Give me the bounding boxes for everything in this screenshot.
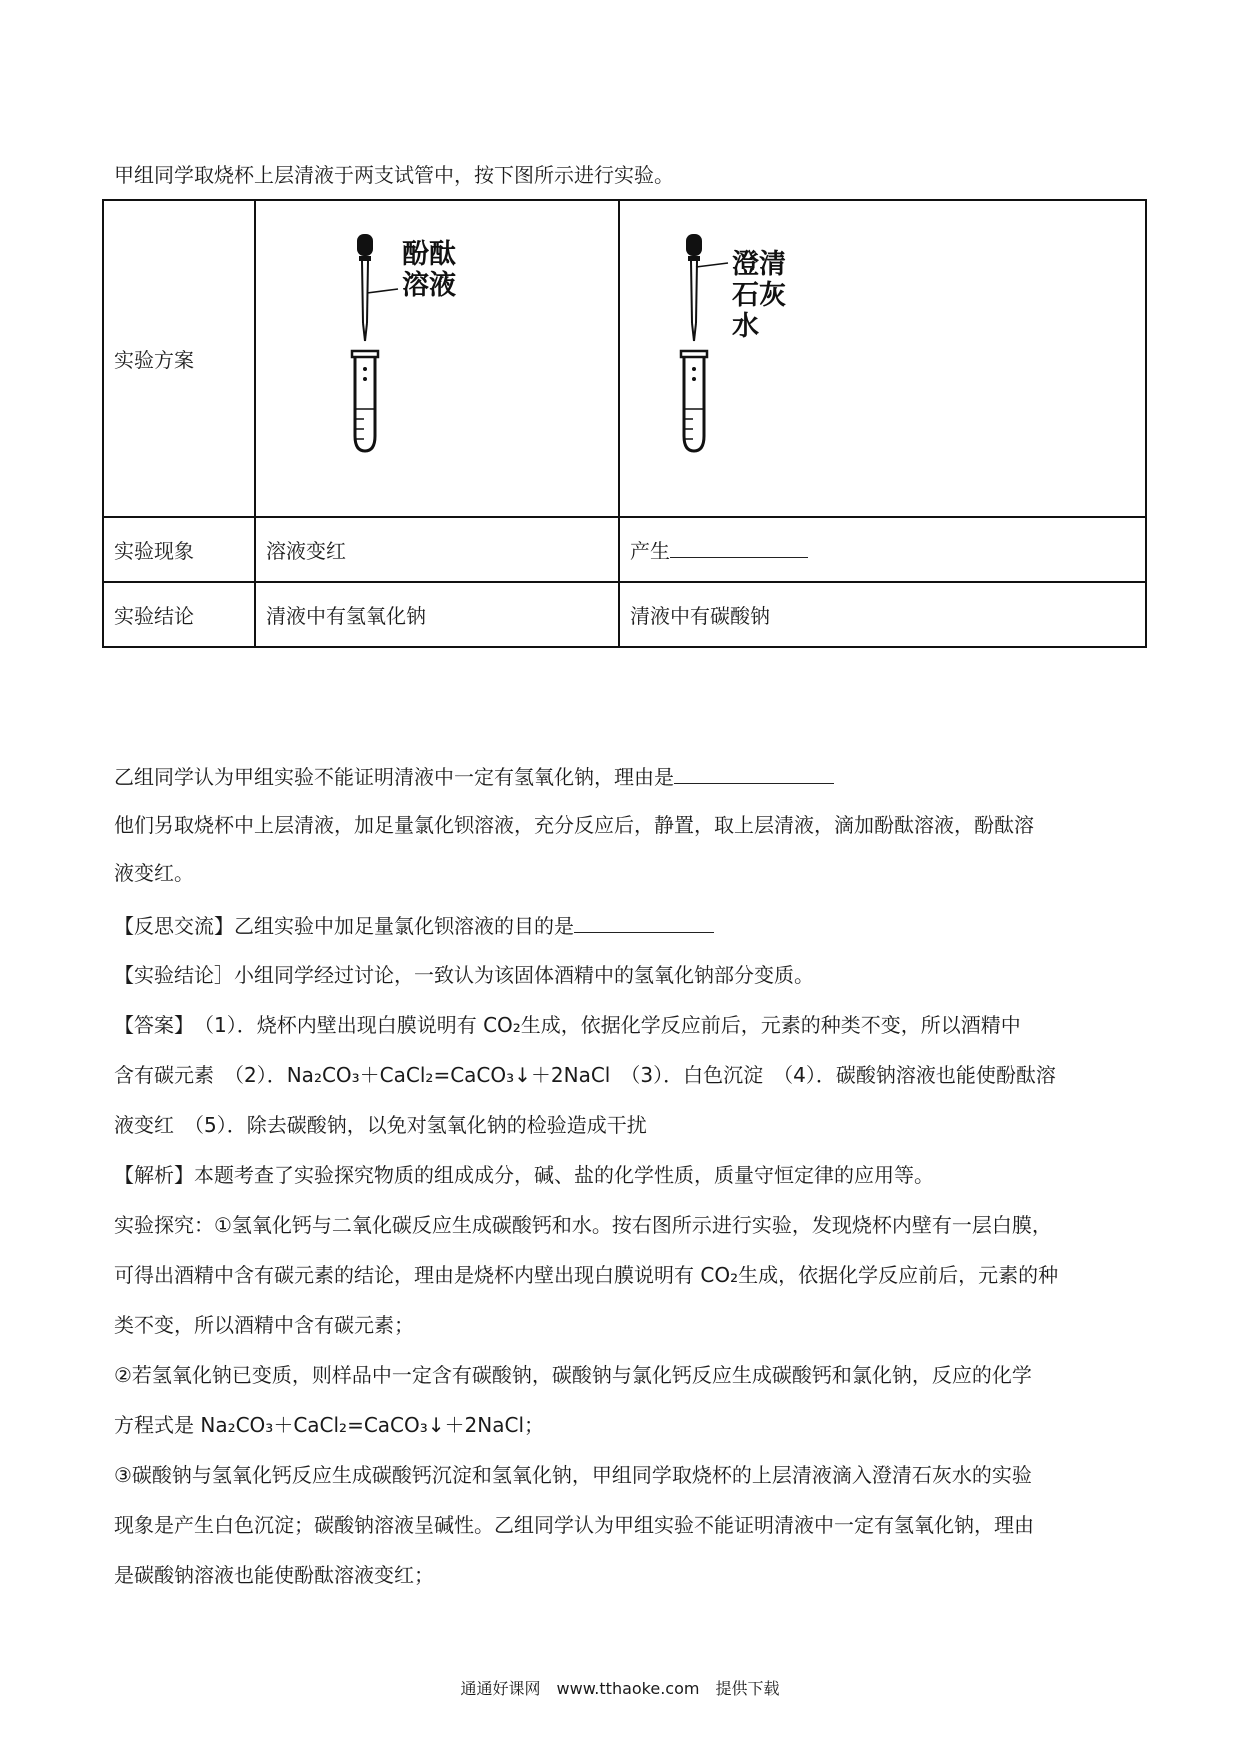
conclusion-right: 清液中有碳酸钠 bbox=[619, 582, 1146, 647]
analysis-line-6: ③碳酸钠与氢氧化钙反应生成碳酸钙沉淀和氢氧化钠，甲组同学取烧杯的上层清液滴入澄清石灰水的实验 bbox=[114, 1463, 1032, 1487]
analysis-line-2: 可得出酒精中含有碳元素的结论，理由是烧杯内壁出现白膜说明有 CO₂生成，依据化学反应前后，元素的种 bbox=[114, 1263, 1059, 1287]
paragraph-p4: 【实验结论］小组同学经过讨论，一致认为该固体酒精中的氢氧化钠部分变质。 bbox=[114, 963, 814, 987]
paragraph-p2b: 液变红。 bbox=[114, 861, 194, 885]
analysis-heading: 【解析】本题考查了实验探究物质的组成成分，碱、盐的化学性质，质量守恒定律的应用等。 bbox=[114, 1163, 934, 1187]
conclusion-left: 清液中有氢氧化钠 bbox=[255, 582, 619, 647]
table-row-phenomenon bbox=[103, 517, 1146, 582]
dropper-test-tube-icon bbox=[620, 201, 1147, 516]
paragraph-p2a: 他们另取烧杯中上层清液，加足量氯化钡溶液，充分反应后，静置，取上层清液，滴加酚酞溶液，酚酞溶 bbox=[114, 813, 1034, 837]
answer-line-1: 【答案】 （1）．烧杯内壁出现白膜说明有 CO₂生成，依据化学反应前后，元素的种类不变，所以酒精中 bbox=[114, 1013, 1021, 1037]
limewater-test-diagram bbox=[620, 201, 1145, 516]
paragraph-p1: 乙组同学认为甲组实验不能证明清液中一定有氢氧化钠，理由是 bbox=[114, 761, 834, 792]
paragraph-p3: 【反思交流】乙组实验中加足量氯化钡溶液的目的是 bbox=[114, 910, 714, 941]
answer-line-2: 含有碳元素 （2）．Na₂CO₃＋CaCl₂=CaCO₃↓＋2NaCl （3）．白色沉淀 （4）．碳酸钠溶液也能使酚酞溶 bbox=[114, 1063, 1056, 1087]
analysis-line-8: 是碳酸钠溶液也能使酚酞溶液变红； bbox=[114, 1563, 434, 1587]
table-row-plan bbox=[103, 200, 1146, 517]
analysis-line-1: 实验探究：①氢氧化钙与二氧化碳反应生成碳酸钙和水。按右图所示进行实验，发现烧杯内壁有一层白膜， bbox=[114, 1213, 1052, 1237]
phenomenon-right: 产生 bbox=[630, 539, 670, 563]
row-label-conclusion: 实验结论 bbox=[103, 582, 255, 647]
reagent-label-limewater: 澄清 石灰 水 bbox=[732, 249, 786, 342]
analysis-line-3: 类不变，所以酒精中含有碳元素； bbox=[114, 1313, 414, 1337]
answer-line-3: 液变红 （5）．除去碳酸钠，以免对氢氧化钠的检验造成干扰 bbox=[114, 1113, 647, 1137]
row-label-phenomenon: 实验现象 bbox=[103, 517, 255, 582]
analysis-line-4: ②若氢氧化钠已变质，则样品中一定含有碳酸钠，碳酸钠与氯化钙反应生成碳酸钙和氯化钠，反应的化学 bbox=[114, 1363, 1032, 1387]
answer-blank bbox=[574, 910, 714, 933]
reagent-label-phenolphthalein: 酚酞 溶液 bbox=[402, 239, 456, 301]
intro-text: 甲组同学取烧杯上层清液于两支试管中，按下图所示进行实验。 bbox=[114, 163, 674, 187]
table-row-conclusion bbox=[103, 582, 1146, 647]
answer-blank bbox=[670, 535, 808, 558]
page-footer: 通通好课网 www.tthaoke.com 提供下载 bbox=[460, 1679, 780, 1698]
answer-blank bbox=[674, 761, 834, 784]
experiment-table bbox=[102, 199, 1147, 648]
analysis-line-7: 现象是产生白色沉淀；碳酸钠溶液呈碱性。乙组同学认为甲组实验不能证明清液中一定有氢氧化钠，理由 bbox=[114, 1513, 1034, 1537]
phenolphthalein-test-diagram bbox=[256, 201, 618, 516]
analysis-line-5: 方程式是 Na₂CO₃＋CaCl₂=CaCO₃↓＋2NaCl； bbox=[114, 1413, 544, 1437]
row-label-plan: 实验方案 bbox=[103, 200, 255, 517]
phenomenon-left: 溶液变红 bbox=[255, 517, 619, 582]
